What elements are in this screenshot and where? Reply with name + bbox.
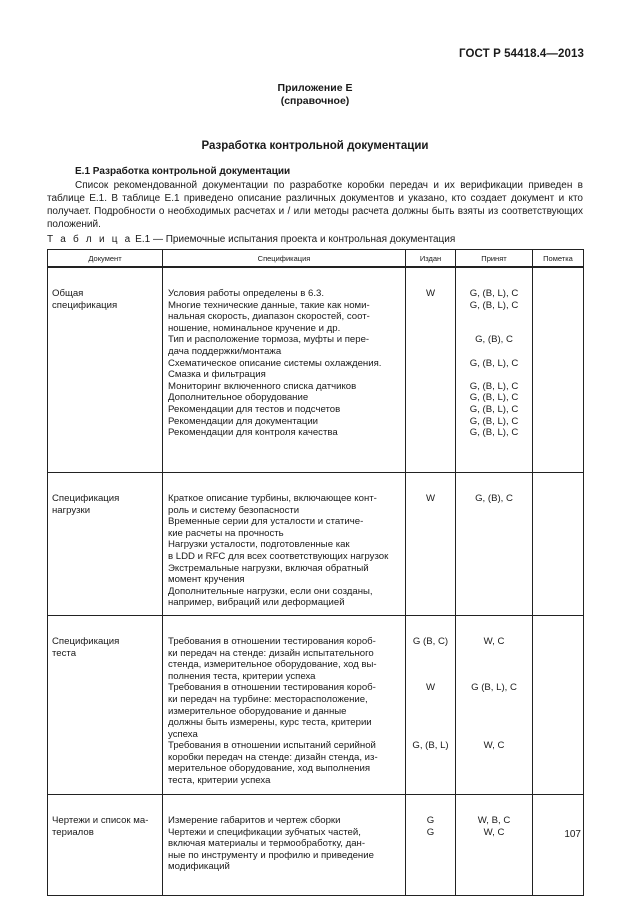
- cell-specification-line: включая материалы и термообработку, дан-: [168, 838, 366, 850]
- cell-issued: [406, 473, 456, 616]
- appendix-title: Разработка контрольной документации: [201, 140, 429, 152]
- cell-specification-line: Временные серии для усталости и статиче-: [168, 516, 364, 528]
- cell-specification-line: полнения теста, критерии успеха: [168, 670, 316, 682]
- cell-document: [48, 473, 163, 616]
- cell-document-line: териалов: [52, 826, 94, 838]
- cell-issued-line: [406, 334, 455, 346]
- table-row: [48, 473, 584, 616]
- cell-accepted-line: [456, 729, 532, 741]
- cell-accepted-line: W, C: [483, 826, 505, 838]
- cell-issued-line: [406, 648, 455, 660]
- cell-document-line: Чертежи и список ма-: [52, 814, 149, 826]
- cell-issued-line: [406, 717, 455, 729]
- cell-accepted-line: G, (B, L), C: [469, 427, 519, 439]
- column-header-remark: Пометка: [533, 250, 584, 268]
- cell-specification-line: Чертежи и спецификации зубчатых частей,: [168, 826, 361, 838]
- cell-issued-line: [406, 358, 455, 370]
- cell-specification-line: ные по инструменту и профилю и приведение: [168, 849, 374, 861]
- cell-specification-line: Рекомендации для документации: [168, 415, 319, 427]
- cell-issued-line: [406, 659, 455, 671]
- cell-document-line: Спецификация: [52, 635, 120, 647]
- cell-accepted: [456, 615, 533, 794]
- cell-specification-line: Многие технические данные, такие как номи-: [168, 299, 370, 311]
- cell-accepted-line: G, (B, L), C: [469, 415, 519, 427]
- cell-specification-line: модификаций: [168, 861, 230, 873]
- table-row: [48, 794, 584, 895]
- acceptance-table: [47, 249, 584, 896]
- cell-accepted-line: [456, 311, 532, 323]
- cell-accepted-line: G, (B, L), C: [469, 288, 519, 299]
- cell-specification-line: ки передач на стенде: дизайн испытательного: [168, 647, 374, 659]
- cell-remark: [533, 473, 584, 616]
- cell-issued-line: [406, 369, 455, 381]
- cell-accepted-line: G (B, L), C: [471, 682, 517, 694]
- cell-accepted-line: [456, 648, 532, 660]
- cell-remark: [533, 267, 584, 473]
- cell-specification-line: в LDD и RFC для всех соответствующих нагрузок: [168, 550, 389, 562]
- cell-specification-line: Краткое описание турбины, включающее конт-: [168, 493, 377, 504]
- cell-document-line: теста: [52, 647, 77, 659]
- appendix-note: (справочное): [280, 95, 350, 107]
- cell-specification-line: коробки передач на стенде: дизайн стенда, из-: [168, 751, 378, 763]
- cell-specification-line: кие расчеты на прочность: [168, 527, 284, 539]
- table-caption: [47, 234, 455, 245]
- cell-specification-line: роль и систему безопасности: [168, 504, 300, 516]
- cell-issued-line: G, (B, L): [412, 740, 449, 752]
- table-row: [48, 615, 584, 794]
- cell-specification-line: Смазка и фильтрация: [168, 369, 266, 381]
- cell-specification-line: например, вибраций или деформацией: [168, 597, 345, 609]
- cell-specification-line: дача поддержки/монтажа: [168, 345, 282, 357]
- cell-issued-line: [406, 427, 455, 439]
- cell-accepted-line: G, (B), C: [475, 334, 513, 346]
- cell-specification-line: Нагрузки усталости, подготовленные как: [168, 539, 350, 551]
- cell-issued-line: [406, 694, 455, 706]
- cell-specification-line: Требования в отношении тестирования короб-: [168, 682, 376, 694]
- cell-issued-line: [406, 752, 455, 764]
- cell-accepted-line: G, (B, L), C: [469, 299, 519, 311]
- cell-remark: [533, 794, 584, 895]
- cell-specification: [163, 615, 406, 794]
- column-header-document: Документ: [48, 250, 163, 268]
- cell-accepted-line: [456, 706, 532, 718]
- page-number: 107: [564, 829, 581, 840]
- cell-specification-line: должны быть измерены, курс теста, критерии: [168, 717, 372, 729]
- column-header-specification: Спецификация: [163, 250, 406, 268]
- cell-issued-line: [406, 763, 455, 775]
- cell-issued-line: [406, 311, 455, 323]
- table-header-row: [48, 250, 584, 268]
- cell-specification-line: Требования в отношении испытаний серийной: [168, 740, 376, 752]
- cell-accepted: [456, 267, 533, 473]
- table-row: [48, 267, 584, 473]
- cell-specification-line: Условия работы определены в 6.3.: [168, 288, 325, 299]
- column-header-accepted: Принят: [456, 250, 533, 268]
- cell-document-line: нагрузки: [52, 504, 91, 516]
- cell-accepted-line: W, C: [483, 635, 505, 647]
- cell-specification-line: Дополнительные нагрузки, если они созданы,: [168, 585, 373, 597]
- cell-specification-line: Тип и расположение тормоза, муфты и пере-: [168, 334, 370, 346]
- appendix-name: Приложение Е: [277, 82, 353, 94]
- cell-accepted-line: G, (B, L), C: [469, 392, 519, 404]
- cell-accepted-line: [456, 323, 532, 335]
- cell-specification-line: Мониторинг включенного списка датчиков: [168, 380, 357, 392]
- cell-issued-line: [406, 300, 455, 312]
- cell-accepted: [456, 794, 533, 895]
- cell-specification-line: измерительное оборудование и данные: [168, 705, 347, 717]
- cell-issued-line: G: [426, 814, 435, 826]
- cell-specification-line: нальная скорость, диапазон скоростей, соот-: [168, 311, 370, 323]
- cell-specification-line: Схематическое описание системы охлаждения.: [168, 357, 382, 369]
- cell-accepted: [456, 473, 533, 616]
- cell-issued-line: [406, 775, 455, 787]
- cell-document: [48, 615, 163, 794]
- cell-accepted-line: [456, 717, 532, 729]
- cell-document-line: Общая: [52, 288, 84, 299]
- cell-issued-line: [406, 346, 455, 358]
- cell-document-line: спецификация: [52, 299, 118, 311]
- cell-accepted-line: [456, 775, 532, 787]
- cell-specification-line: стенда, измерительное оборудование, ход вы-: [168, 659, 377, 671]
- cell-accepted-line: [456, 694, 532, 706]
- cell-accepted-line: [456, 752, 532, 764]
- cell-issued: [406, 615, 456, 794]
- cell-issued: [406, 267, 456, 473]
- cell-specification-line: теста, критерии успеха: [168, 775, 271, 787]
- cell-issued-line: [406, 416, 455, 428]
- cell-accepted-line: W, C: [483, 740, 505, 752]
- cell-specification: [163, 267, 406, 473]
- table-caption-text: Е.1 — Приемочные испытания проекта и контрольная документация: [135, 234, 456, 245]
- cell-specification: [163, 473, 406, 616]
- cell-specification-line: Рекомендации для тестов и подсчетов: [168, 403, 341, 415]
- cell-specification-line: Дополнительное оборудование: [168, 392, 309, 404]
- cell-specification-line: ки передач на турбине: месторасположение,: [168, 693, 368, 705]
- cell-issued: [406, 794, 456, 895]
- cell-specification-line: Рекомендации для контроля качества: [168, 427, 338, 439]
- document-standard-header: ГОСТ Р 54418.4—2013: [459, 48, 584, 60]
- cell-specification-line: Измерение габаритов и чертеж сборки: [168, 814, 341, 826]
- cell-accepted-line: G, (B), C: [475, 493, 513, 504]
- cell-issued-line: [406, 729, 455, 741]
- cell-issued-line: G: [426, 826, 435, 838]
- cell-issued-line: G (B, C): [412, 635, 449, 647]
- cell-specification-line: мерительное оборудование, ход выполнения: [168, 763, 371, 775]
- cell-document: [48, 794, 163, 895]
- cell-document-line: Спецификация: [52, 493, 120, 504]
- cell-issued-line: [406, 404, 455, 416]
- cell-accepted-line: [456, 763, 532, 775]
- cell-issued-line: [406, 323, 455, 335]
- cell-issued-line: W: [425, 682, 436, 694]
- cell-specification-line: ношение, номинальное кручение и др.: [168, 322, 341, 334]
- cell-accepted-line: G, (B, L), C: [469, 380, 519, 392]
- cell-accepted-line: G, (B, L), C: [469, 357, 519, 369]
- cell-accepted-line: [456, 671, 532, 683]
- cell-specification-line: момент кручения: [168, 574, 245, 586]
- cell-specification-line: успеха: [168, 728, 198, 740]
- cell-issued-line: W: [425, 493, 436, 504]
- cell-accepted-line: [456, 346, 532, 358]
- cell-issued-line: [406, 671, 455, 683]
- cell-document: [48, 267, 163, 473]
- cell-issued-line: [406, 706, 455, 718]
- cell-accepted-line: [456, 659, 532, 671]
- cell-accepted-line: [456, 369, 532, 381]
- paragraph-text: Список рекомендованной документации по разработке коробки передач и их верификации приведен в таблице Е.1. В таблице Е.1 приведено описание различных документов и указано, кто создает документ и кто получает. Подробности о необходимых расчетах и / или методы расчета должны быть взяты из соответствующих положений.: [47, 180, 583, 230]
- cell-accepted-line: G, (B, L), C: [469, 403, 519, 415]
- cell-issued-line: W: [425, 288, 436, 299]
- cell-issued-line: [406, 392, 455, 404]
- cell-issued-line: [406, 381, 455, 393]
- section-heading: Е.1 Разработка контрольной документации: [75, 166, 291, 177]
- cell-accepted-line: W, B, C: [477, 814, 511, 826]
- appendix-heading: [0, 82, 630, 108]
- cell-specification-line: Экстремальные нагрузки, включая обратный: [168, 562, 369, 574]
- column-header-issued: Издан: [406, 250, 456, 268]
- cell-specification-line: Требования в отношении тестирования короб-: [168, 635, 376, 647]
- table-caption-label: Т а б л и ц а: [47, 234, 133, 245]
- section-paragraph: [47, 180, 583, 232]
- cell-remark: [533, 615, 584, 794]
- cell-specification: [163, 794, 406, 895]
